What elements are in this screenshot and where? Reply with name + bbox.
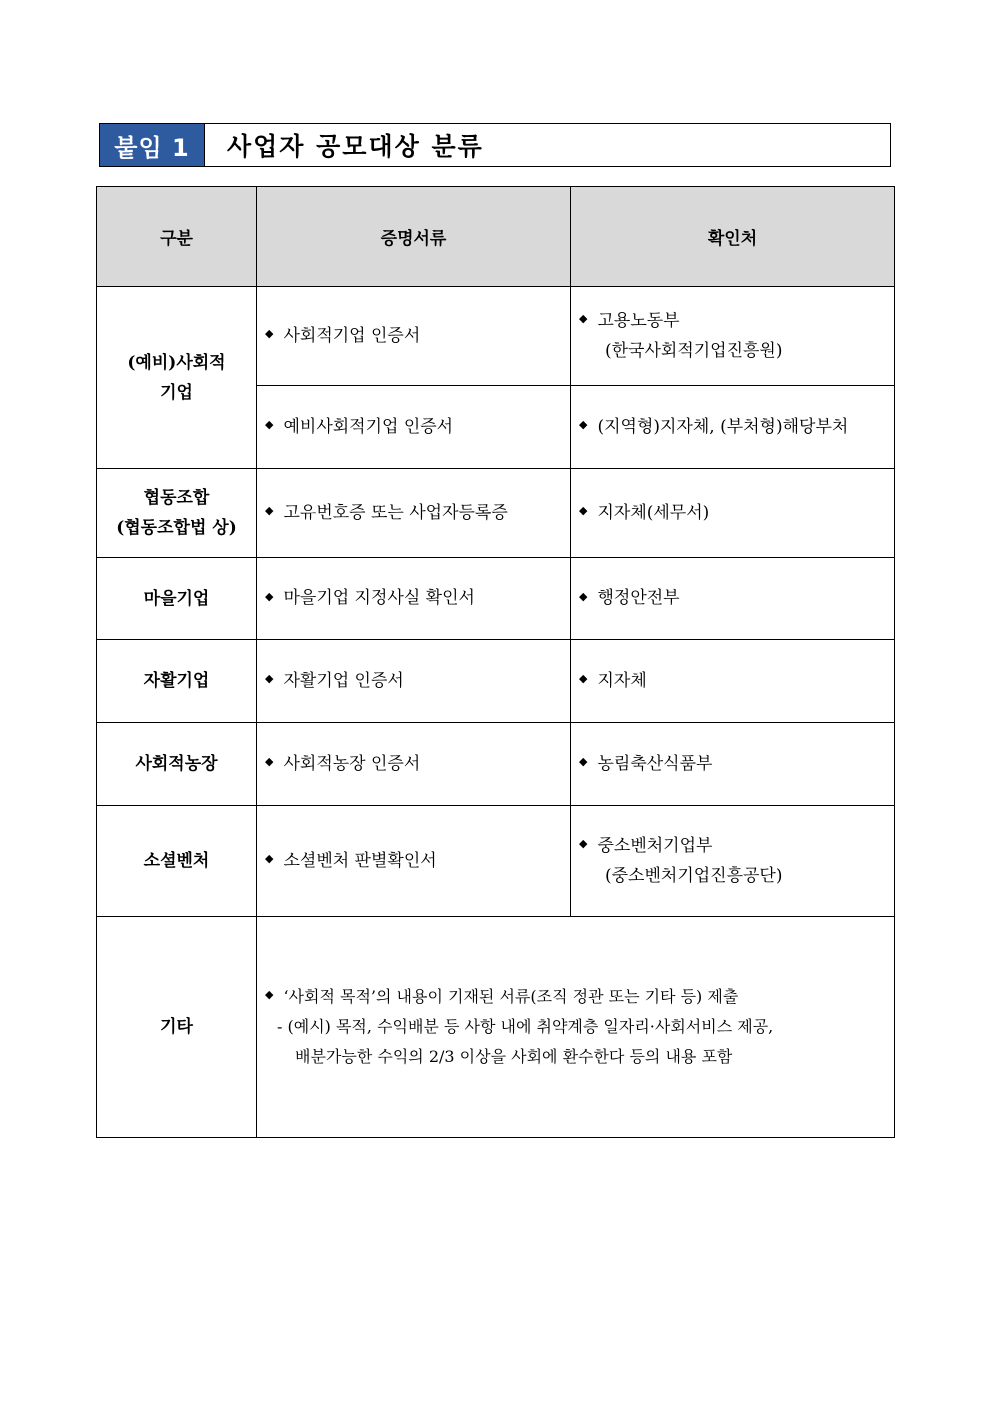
document-cell: ◆ 예비사회적기업 인증서	[257, 386, 571, 469]
category-cell: 기타	[97, 917, 257, 1138]
bullet-icon: ◆	[265, 418, 274, 432]
verifier-cell: ◆ 지자체(세무서)	[571, 469, 895, 558]
bullet-icon: ◆	[265, 852, 274, 866]
document-cell: ◆ 사회적농장 인증서	[257, 723, 571, 806]
bullet-icon: ◆	[265, 589, 274, 603]
bullet-icon: ◆	[579, 755, 588, 769]
verifier-cell: ◆ 행정안전부	[571, 558, 895, 640]
document-cell: ◆ 고유번호증 또는 사업자등록증	[257, 469, 571, 558]
category-cell: 사회적농장	[97, 723, 257, 806]
annex-tag: 붙임 1	[100, 124, 205, 166]
bullet-icon: ◆	[579, 672, 588, 686]
bullet-icon: ◆	[579, 418, 588, 432]
table-row	[97, 806, 895, 917]
verifier-cell: ◆ (지역형)지자체, (부처형)해당부처	[571, 386, 895, 469]
table-row	[97, 558, 895, 640]
etc-description-cell: ◆ ‘사회적 목적’의 내용이 기재된 서류(조직 정관 또는 기타 등) 제출 - (예시) 목적, 수익배분 등 사항 내에 취약계층 일자리·사회서비스 제공, 배분가능한 수익의 2/3 이상을 사회에 환수한다 등의 내용 포함	[257, 917, 895, 1138]
verifier-cell: ◆ 농림축산식품부	[571, 723, 895, 806]
header-category: 구분	[97, 187, 257, 287]
document-cell: ◆ 사회적기업 인증서	[257, 287, 571, 386]
table-row	[97, 723, 895, 806]
table-row	[97, 287, 895, 386]
table-row	[97, 917, 895, 1138]
bullet-icon: ◆	[579, 312, 588, 326]
bullet-icon: ◆	[265, 755, 274, 769]
category-cell: 협동조합 (협동조합법 상)	[97, 469, 257, 558]
classification-table	[96, 186, 895, 1138]
verifier-cell: ◆ 고용노동부 (한국사회적기업진흥원)	[571, 287, 895, 386]
header-documents: 증명서류	[257, 187, 571, 287]
category-cell: 소셜벤처	[97, 806, 257, 917]
bullet-icon: ◆	[265, 672, 274, 686]
document-cell: ◆ 마을기업 지정사실 확인서	[257, 558, 571, 640]
annex-title: 사업자 공모대상 분류	[227, 132, 484, 161]
header-row	[97, 187, 895, 287]
bullet-icon: ◆	[265, 327, 274, 341]
category-cell: 마을기업	[97, 558, 257, 640]
annex-title-box	[99, 123, 891, 167]
document-cell: ◆ 자활기업 인증서	[257, 640, 571, 723]
verifier-cell: ◆ 지자체	[571, 640, 895, 723]
document-cell: ◆ 소셜벤처 판별확인서	[257, 806, 571, 917]
bullet-icon: ◆	[265, 988, 274, 1002]
header-verifier: 확인처	[571, 187, 895, 287]
table-row	[97, 640, 895, 723]
bullet-icon: ◆	[579, 589, 588, 603]
table-row	[97, 469, 895, 558]
bullet-icon: ◆	[579, 837, 588, 851]
category-cell: 자활기업	[97, 640, 257, 723]
bullet-icon: ◆	[579, 504, 588, 518]
category-cell: (예비)사회적 기업	[97, 287, 257, 469]
verifier-cell: ◆ 중소벤처기업부 (중소벤처기업진흥공단)	[571, 806, 895, 917]
bullet-icon: ◆	[265, 504, 274, 518]
